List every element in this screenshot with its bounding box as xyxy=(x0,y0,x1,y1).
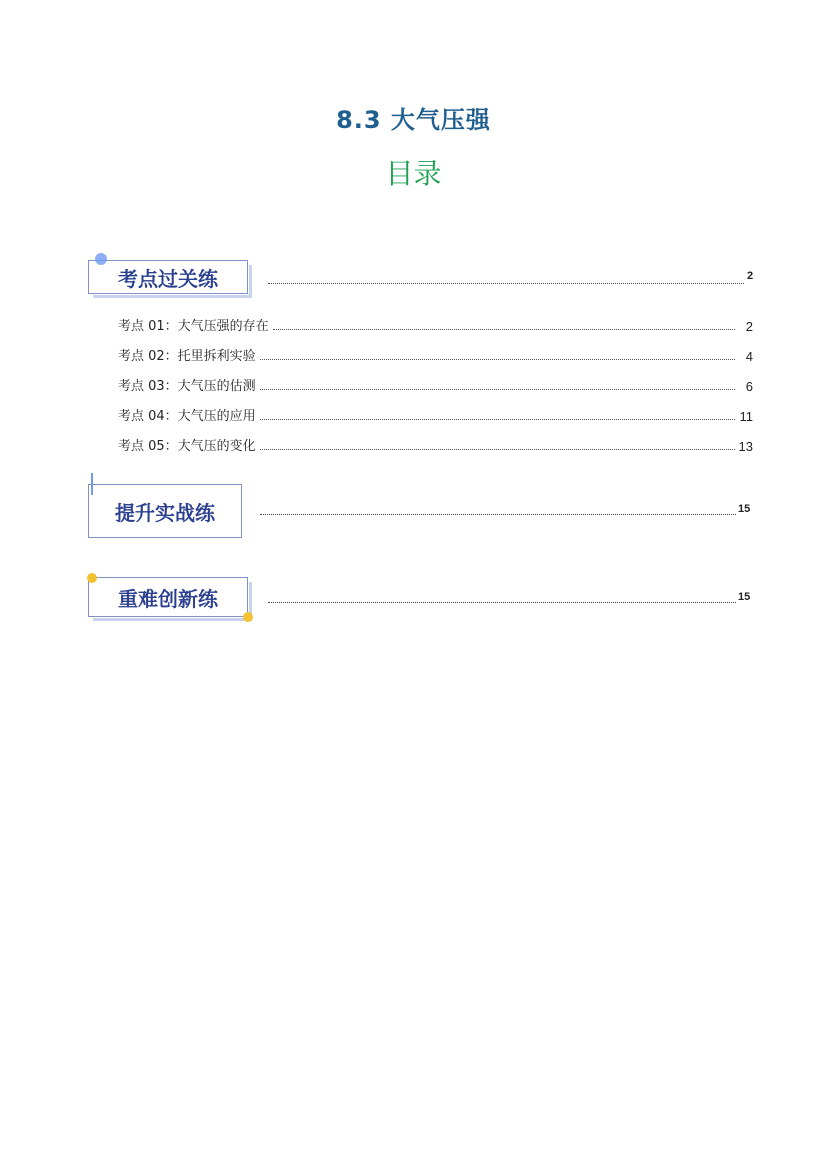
toc-entry-page: 11 xyxy=(739,409,753,424)
leader-dots xyxy=(260,513,736,515)
leader-dots xyxy=(260,418,735,420)
toc-entry[interactable] xyxy=(118,314,753,334)
section-label: 考点过关练 xyxy=(118,266,218,291)
toc-entry-page: 13 xyxy=(738,439,753,454)
document-title: 8.3 大气压强 xyxy=(336,106,491,134)
leader-dots xyxy=(273,328,735,330)
toc-entry-page: 2 xyxy=(745,319,753,334)
toc-heading: 目录 xyxy=(385,157,442,190)
leader-dots xyxy=(268,601,736,603)
toc-entry-label: 考点 05：大气压的变化 xyxy=(118,439,256,454)
toc-entry[interactable] xyxy=(118,374,753,394)
section-label: 重难创新练 xyxy=(118,586,218,611)
toc-entry[interactable] xyxy=(118,344,753,364)
section-page-number: 15 xyxy=(738,503,751,515)
toc-entry-label: 考点 01：大气压强的存在 xyxy=(118,319,269,334)
section-banner-3[interactable] xyxy=(88,577,248,617)
leader-dots xyxy=(260,388,735,390)
section-label: 提升实战练 xyxy=(115,500,215,525)
toc-entry-label: 考点 03：大气压的估测 xyxy=(118,379,256,394)
toc-entry-label: 考点 02：托里拆利实验 xyxy=(118,349,256,364)
toc-entry-page: 6 xyxy=(745,379,753,394)
leader-dots xyxy=(268,282,744,284)
section-banner-1[interactable] xyxy=(88,260,248,294)
section-page-number: 15 xyxy=(738,591,751,603)
toc-entry-page: 4 xyxy=(745,349,753,364)
section-banner-2[interactable] xyxy=(88,484,242,538)
toc-entry[interactable] xyxy=(118,434,753,454)
leader-dots xyxy=(260,448,735,450)
leader-dots xyxy=(260,358,735,360)
toc-entry[interactable] xyxy=(118,404,753,424)
toc-entry-label: 考点 04：大气压的应用 xyxy=(118,409,256,424)
section-page-number: 2 xyxy=(747,270,754,282)
